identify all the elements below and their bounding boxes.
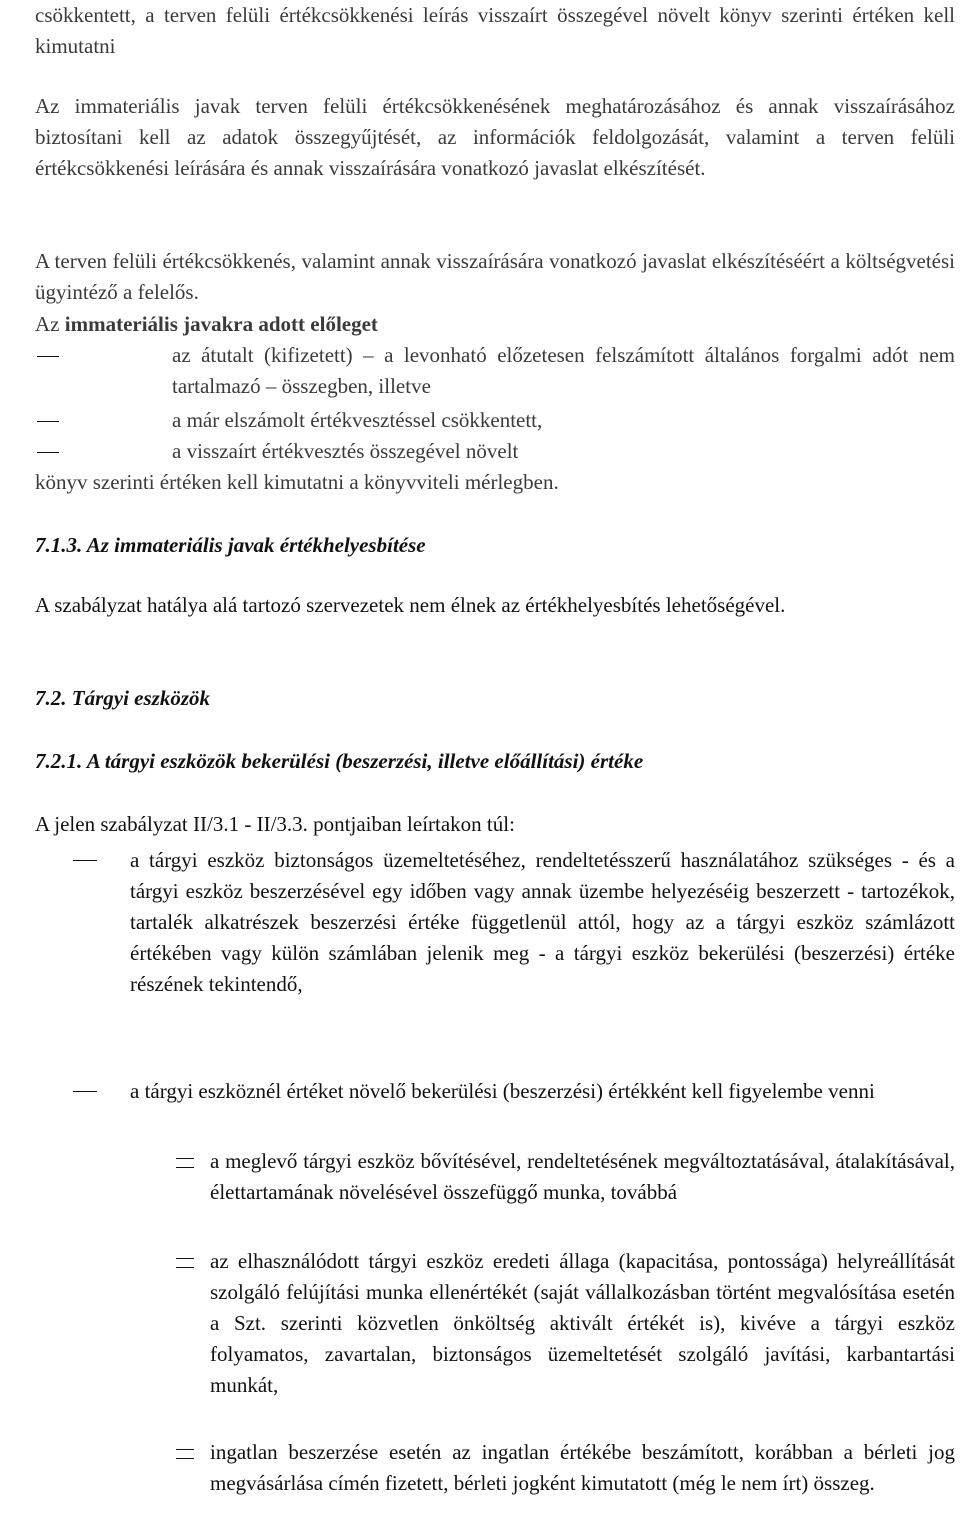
equals-bullet-icon [176,1158,194,1168]
paragraph-responsibility: A terven felüli értékcsökkenés, valamint annak visszaírására vonatkozó javaslat elkészítéséért a költségvetési ügyintéző a felelős. [35,249,955,304]
paragraph-carryover: csökkentett, a terven felüli értékcsökkenési leírás visszaírt összegével növelt könyv szerinti értéken kell kimutatni [35,3,955,58]
dash-bullet-icon [73,860,97,861]
paragraph-advance-intro [35,309,955,340]
paragraph-revaluation: A szabályzat hatálya alá tartozó szervezetek nem élnek az értékhelyesbítés lehetőségével. [35,593,786,617]
asset-sub-item: ingatlan beszerzése esetén az ingatlan értékébe beszámított, korábban a bérleti jog megvásárlása címén fizetett, bérleti jogként kimutatott (még le nem írt) összeg. [210,1440,955,1495]
advance-intro-prefix: Az [35,312,65,336]
asset-sub-item: az elhasználódott tárgyi eszköz eredeti állaga (kapacitása, pontossága) helyreállítását szolgáló felújítási munka ellenértékét (saját vállalkozásban történt megvalósítása esetén a Szt. szerinti közvetlen önköltség aktivált értékét is), kivéve a tárgyi eszköz folyamatos, zavartalan, biztonságos üzemeltetését szolgáló javítási, karbantartási munkát, [210,1249,955,1397]
advance-list-item: a visszaírt értékvesztés összegével növelt [172,439,519,463]
heading-7-2: 7.2. Tárgyi eszközök [35,686,210,710]
heading-7-1-3: 7.1.3. Az immateriális javak értékhelyesbítése [35,533,426,557]
paragraph-regulation-ref: A jelen szabályzat II/3.1 - II/3.3. pontjaiban leírtakon túl: [35,812,515,836]
asset-sub-item: a meglevő tárgyi eszköz bővítésével, rendeltetésének megváltoztatásával, átalakításával, élettartamának növelésével összefüggő munka, továbbá [210,1149,955,1204]
paragraph-advance-closing: könyv szerinti értéken kell kimutatni a könyvviteli mérlegben. [35,470,559,494]
advance-list-item: az átutalt (kifizetett) – a levonható előzetesen felszámított általános forgalmi adót nem tartalmazó – összegben, illetve [172,343,955,398]
paragraph-impairment-procedure: Az immateriális javak terven felüli értékcsökkenésének meghatározásához és annak visszaírásához biztosítani kell az adatok összegyűjtését, az információk feldolgozását, valamint a terven felüli értékcsökkenési leírására és annak visszaírására vonatkozó javaslat elkészítését. [35,94,955,180]
heading-7-2-1: 7.2.1. A tárgyi eszközök bekerülési (beszerzési, illetve előállítási) értéke [35,749,644,773]
asset-list-item: a tárgyi eszköz biztonságos üzemeltetéséhez, rendeltetésszerű használatához szükséges - és a tárgyi eszköz beszerzésével egy időben vagy annak üzembe helyezéséig beszerzett - tartozékok, tartalék alkatrészek beszerzési értéke függetlenül attól, hogy az a tárgyi eszköz számlázott értékében vagy külön számlában jelenik meg - a tárgyi eszköz bekerülési (beszerzési) értéke részének tekintendő, [130,848,955,996]
equals-bullet-icon [176,1449,194,1459]
equals-bullet-icon [176,1258,194,1268]
dash-bullet-icon [37,421,59,422]
advance-list-item: a már elszámolt értékvesztéssel csökkentett, [172,408,543,432]
dash-bullet-icon [37,452,59,453]
advance-intro-bold: immateriális javakra adott előleget [64,312,378,336]
dash-bullet-icon [37,356,59,357]
dash-bullet-icon [73,1091,97,1092]
asset-list-item: a tárgyi eszköznél értéket növelő bekerülési (beszerzési) értékként kell figyelembe venni [130,1079,875,1103]
